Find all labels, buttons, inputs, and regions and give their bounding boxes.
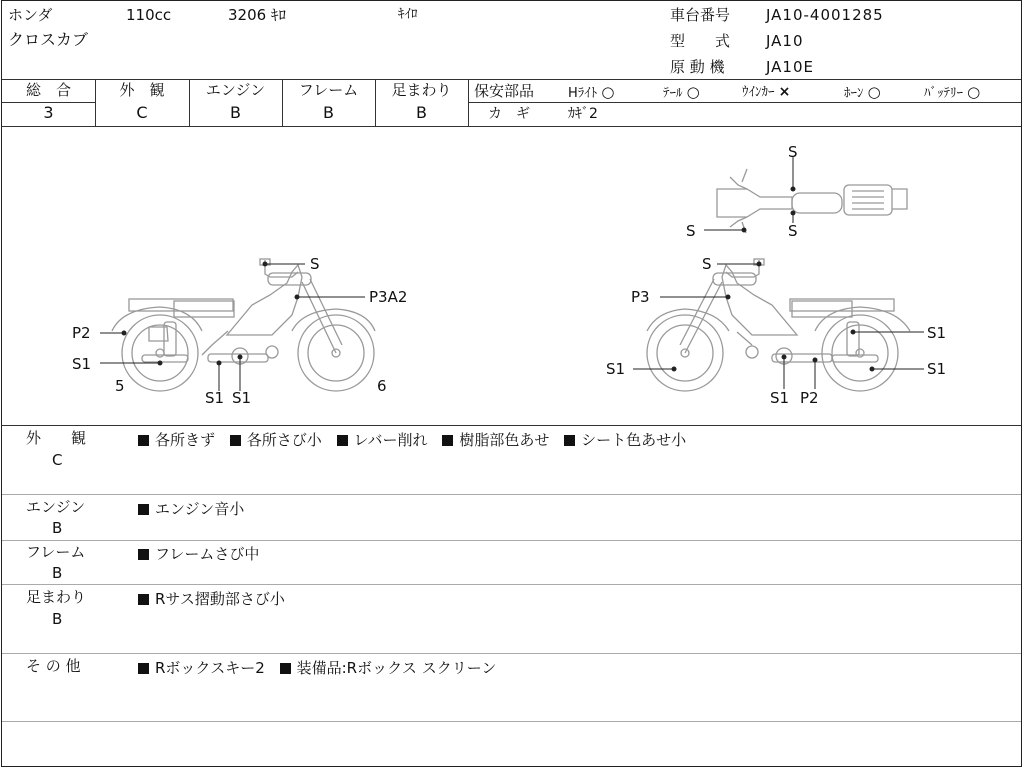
label-left-bottom-a: S1	[205, 389, 225, 407]
safety-item-mark: ○	[601, 83, 615, 101]
label-left-num-front: 6	[377, 377, 387, 395]
grade-value: B	[230, 103, 241, 122]
remark-items	[138, 543, 269, 564]
remark-item: 各所きず	[155, 431, 216, 449]
left-side-view	[112, 259, 375, 391]
label-right-rear-lower: S1	[927, 360, 947, 378]
safety-item-mark: ○	[686, 83, 700, 101]
remark-grade: C	[52, 451, 63, 469]
remark-item: シート色あせ小	[581, 431, 687, 449]
type-label: 型 式	[670, 32, 731, 50]
engine-value: JA10E	[766, 58, 814, 76]
safety-item-name: ﾎｰﾝ	[844, 86, 864, 101]
label-right-rear-upper: S1	[927, 324, 947, 342]
remark-item: 樹脂部色あせ	[459, 431, 550, 449]
label-topview-right: S	[788, 222, 798, 240]
bike-diagram	[2, 127, 1021, 425]
key-value: ｶｷﾞ2	[568, 106, 598, 122]
remark-items	[138, 429, 696, 450]
remark-items	[138, 588, 295, 609]
label-left-num-rear: 5	[115, 377, 125, 395]
safety-item-headlight	[568, 83, 615, 103]
key-label: カ ギ	[488, 106, 530, 122]
grade-value: C	[136, 103, 148, 122]
label-left-seat: P3A2	[369, 288, 408, 306]
remark-item: 各所さび小	[246, 431, 322, 449]
grade-label: フレーム	[298, 81, 359, 99]
top-view	[717, 169, 907, 233]
model-name: クロスカブ	[8, 30, 89, 49]
label-left-top: S	[310, 255, 320, 273]
label-right-bottom-b: P2	[800, 389, 819, 407]
label-left-bottom-b: S1	[232, 389, 252, 407]
remark-item: Rサス摺動部さび小	[155, 590, 285, 608]
grade-label: エンジン	[205, 81, 266, 99]
remark-label: エンジン	[26, 498, 86, 516]
remark-grade: B	[52, 519, 63, 537]
mileage-unit: ｷｲﾛ	[398, 7, 418, 22]
grade-label: 足まわり	[391, 81, 452, 99]
safety-item-tail	[663, 83, 700, 103]
inspection-sheet	[1, 0, 1022, 767]
label-left-rear: P2	[72, 324, 91, 342]
remark-item: Rボックスキー2	[155, 659, 265, 677]
grade-value: B	[416, 103, 427, 122]
remark-item: 装備品:Rボックス スクリーン	[296, 659, 497, 677]
label-topview-left: S	[686, 222, 696, 240]
grade-label: 外 観	[119, 81, 165, 99]
remark-grade: B	[52, 564, 63, 582]
remark-label: 外 観	[26, 429, 87, 447]
label-right-bottom-a: S1	[770, 389, 790, 407]
remark-item: レバー削れ	[353, 431, 428, 449]
grade-value: B	[323, 103, 334, 122]
engine-label: 原 動 機	[670, 58, 725, 76]
label-topview-top: S	[788, 143, 798, 161]
remark-items	[138, 657, 506, 678]
right-side-view	[647, 259, 910, 391]
safety-item-name: ﾃｰﾙ	[663, 86, 683, 101]
label-left-muffler: S1	[72, 355, 92, 373]
safety-item-mark: ×	[778, 84, 791, 100]
label-right-top: S	[702, 255, 712, 273]
safety-item-winker	[742, 83, 790, 102]
remark-items	[138, 498, 254, 519]
frame-no: JA10-4001285	[766, 6, 884, 24]
grade-label: 総 合	[25, 81, 71, 99]
safety-item-battery	[924, 83, 980, 103]
label-right-seat: P3	[631, 288, 650, 306]
remark-label: フレーム	[26, 543, 86, 561]
safety-item-mark: ○	[967, 83, 981, 101]
type-value: JA10	[766, 32, 804, 50]
mileage: 3206 ｷﾛ	[228, 6, 286, 24]
safety-item-name: ｳｲﾝｶｰ	[742, 85, 775, 100]
remark-label: 足まわり	[26, 588, 87, 606]
remark-grade: B	[52, 610, 63, 628]
safety-item-mark: ○	[867, 83, 881, 101]
displacement: 110cc	[126, 6, 172, 24]
label-right-front: S1	[606, 360, 626, 378]
safety-item-name: Hﾗｲﾄ	[568, 86, 598, 101]
frame-no-label: 車台番号	[670, 6, 731, 24]
safety-item-horn	[844, 83, 881, 103]
maker: ホンダ	[8, 6, 53, 24]
remark-item: フレームさび中	[155, 545, 260, 563]
safety-item-name: ﾊﾞｯﾃﾘｰ	[924, 86, 963, 101]
grade-value: 3	[43, 103, 54, 122]
safety-label: 保安部品	[474, 82, 535, 100]
remark-item: エンジン音小	[155, 500, 245, 518]
remark-label: そ の 他	[26, 657, 81, 675]
